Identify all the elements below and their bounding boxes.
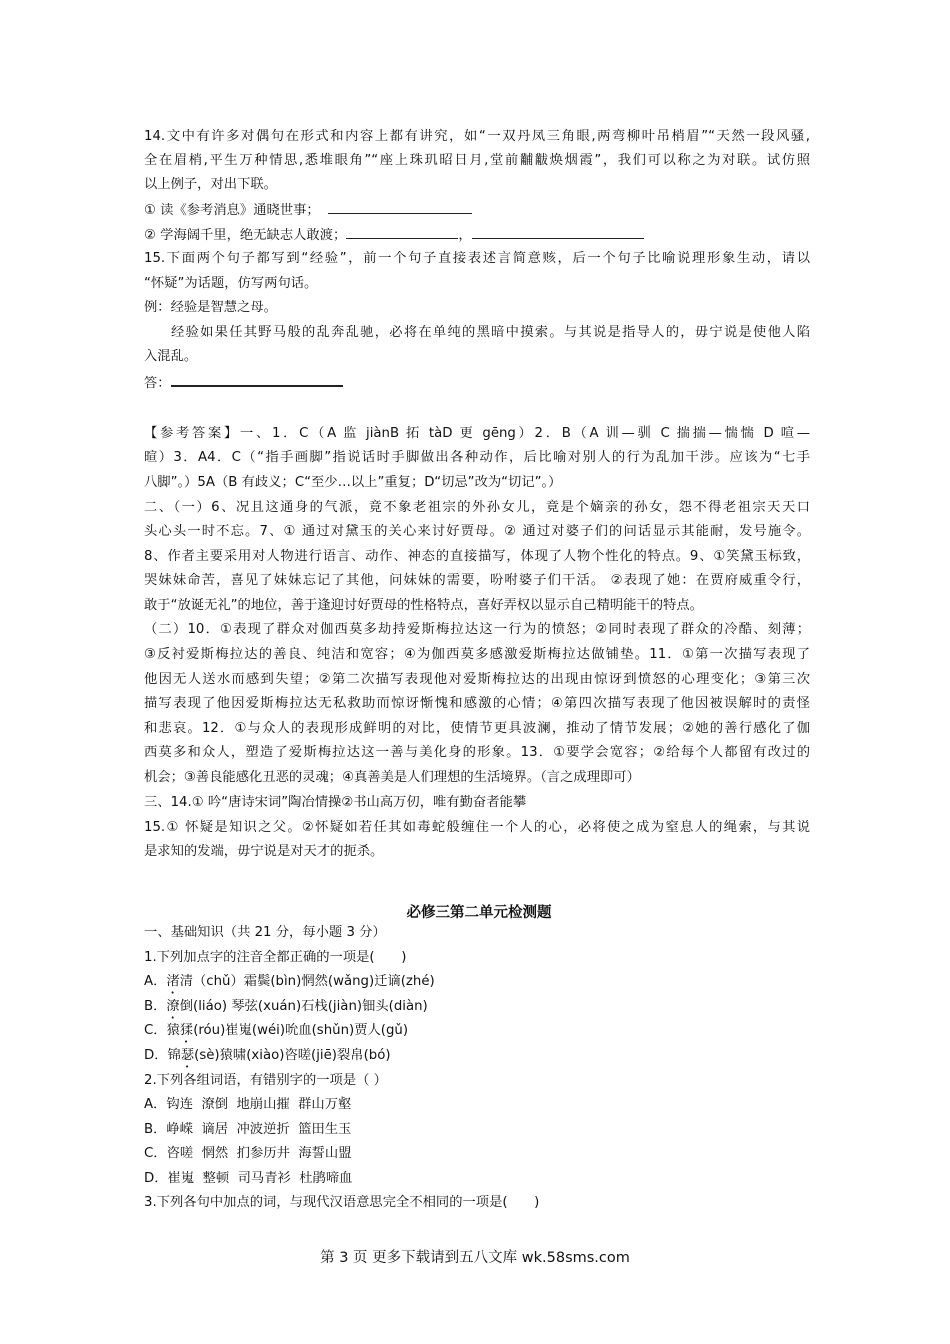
q14-answer-blank-2a[interactable] [346, 226, 458, 239]
q1-option-a-rest: 清（chǔ）霜鬓(bìn)惘然(wǎng)迁谪(zhé) [179, 974, 435, 989]
answer-line-17: 15.① 怀疑是知识之父。②怀疑如若任其如毒蛇般缠住一个人的心，必将使之成为窒息人的绳索，与其说 [144, 820, 810, 835]
q2-option-c[interactable]: C．咨嗟 惘然 扪参历井 海誓山盟 [144, 1146, 352, 1161]
q15-paragraph-1: 经验如果任其野马般的乱奔乱驰，必将在单纯的黑暗中摸索。与其说是指导人的，毋宁说是使他人陷 [171, 325, 810, 340]
q1-option-d[interactable] [144, 1047, 391, 1071]
q1-option-c-rest: (róu)崔嵬(wéi)吮血(shǔn)贾人(gǔ) [193, 1023, 409, 1038]
q14-item-1 [144, 201, 472, 220]
q14-line-1: 14.文中有许多对偶句在形式和内容上都有讲究，如“一双丹凤三角眼,两弯柳叶吊梢眉”“天然一段风骚, [144, 129, 810, 144]
q1-option-d-prefix: D．锦 [144, 1048, 181, 1063]
q15-paragraph-2: 入混乱。 [144, 349, 198, 364]
answer-line-2: 暄）3．A4．C（“指手画脚”指说话时手脚做出各种动作，后比喻对别人的行为乱加干涉。应该为“七手 [144, 450, 810, 465]
q2-option-a[interactable]: A．钩连 潦倒 地崩山摧 群山万壑 [144, 1097, 352, 1112]
q1-option-b[interactable] [144, 998, 428, 1022]
q15-answer-line [144, 373, 343, 393]
q14-item-1-text: ① 读《参考消息》通晓世事； [144, 203, 320, 218]
page-footer: 第 3 页 更多下载请到五八文库 wk.58sms.com [320, 1250, 630, 1266]
q1-option-a[interactable] [144, 973, 435, 997]
q14-item-2 [144, 226, 644, 245]
q14-comma: ， [458, 228, 472, 243]
answer-line-6: 8、作者主要采用对人物进行语言、动作、神态的直接描写，体现了人物个性化的特点。9、①笑黛玉标致， [144, 549, 810, 564]
q14-answer-blank-1[interactable] [328, 201, 472, 214]
q1-option-c-dotted-char: 猱 [179, 1023, 194, 1038]
answer-line-7: 哭妹妹命苦，喜见了妹妹忘记了其他，问妹妹的需要，吩咐婆子们干活。 ②表现了她：在贾府威重令行， [144, 573, 810, 588]
q14-answer-blank-2b[interactable] [472, 226, 644, 239]
answer-line-14: 西莫多和众人，塑造了爱斯梅拉达这一善与美化身的形象。13．①要学会宽容；②给每个人都留有改过的 [144, 745, 810, 760]
q14-item-2-text: ② 学海阔千里，绝无缺志人敢渡； [144, 228, 347, 243]
answer-line-10: ③反衬爱斯梅拉达的善良、纯洁和宽容；④为伽西莫多感激爱斯梅拉达做铺垫。11．①第一次描写表现了 [144, 647, 810, 662]
q1-option-a-prefix: A． [144, 974, 167, 989]
answer-line-4: 二、（一）6、况且这通身的气派，竟不象老祖宗的外孙女儿，竟是个嫡亲的孙女，怨不得老祖宗天天口 [144, 500, 810, 515]
q14-line-3: 以上例子，对出下联。 [144, 177, 277, 192]
q1-option-c-prefix: C．猿 [144, 1023, 180, 1038]
test-section-1: 一、基础知识（共 21 分，每小题 3 分） [144, 925, 386, 940]
answer-line-3: 八脚”。）5A（B 有歧义；C“至少…以上”重复；D“切忌”改为“切记”。） [144, 475, 562, 490]
question-1: 1.下列加点字的注音全都正确的一项是( ) [144, 950, 407, 965]
answer-line-8: 敢于“放诞无礼”的地位，善于逢迎讨好贾母的性格特点，喜好弄权以显示自己精明能干的特点。 [144, 598, 703, 613]
q15-line-1: 15.下面两个句子都写到“经验”，前一个句子直接表述言简意赅，后一个句子比喻说理形象生动，请以 [144, 251, 810, 266]
question-2: 2.下列各组词语，有错别字的一项是（ ） [144, 1073, 387, 1088]
q2-option-d[interactable]: D．崔嵬 整顿 司马青衫 杜鹃啼血 [144, 1171, 353, 1186]
q1-option-a-dotted-char: 渚 [166, 974, 180, 989]
answer-line-16: 三、14.① 吟“唐诗宋词”陶冶情操②书山高万仞，唯有勤奋者能攀 [144, 795, 527, 810]
answer-line-15: 机会；③善良能感化丑恶的灵魂；④真善美是人们理想的生活境界。（言之成理即可） [144, 770, 640, 785]
q2-option-b[interactable]: B．峥嵘 谪居 冲波逆折 篮田生玉 [144, 1122, 352, 1137]
q1-option-d-dotted-char: 瑟 [180, 1048, 195, 1063]
q14-line-2: 全在眉梢,平生万种情思,悉堆眼角”“座上珠玑昭日月,堂前黼黻焕烟霞”，我们可以称之为对联。试仿照 [144, 153, 810, 168]
q15-answer-blank[interactable] [171, 373, 343, 387]
answer-line-5: 头心头一时不忘。7、① 通过对黛玉的关心来讨好贾母。② 通过对婆子们的问话显示其能耐，发号施令。 [144, 524, 810, 539]
answer-line-11: 他因无人送水而感到失望；②第二次描写表现他对爱斯梅拉达的出现由惊讶到愤怒的心理变化；③第三次 [144, 672, 810, 687]
answer-line-13: 和悲哀。12．①与众人的表现形成鲜明的对比，使情节更具波澜，推动了情节发展；②她的善行感化了伽 [144, 721, 810, 736]
q1-option-d-rest: (sè)猿啸(xiào)咨嗟(jiē)裂帛(bó) [194, 1048, 391, 1063]
q1-option-b-prefix: B． [144, 999, 167, 1014]
answer-line-12: 描写表现了他因爱斯梅拉达无私救助而惊讶惭愧和感激的心情；④第四次描写表现了他因被误解时的责怪 [144, 696, 810, 711]
answer-line-1: 【参考答案】一、1．C（A 监 jiànB 拓 tàD 更 gēng）2．B（A 训—驯 C 揣揣—惴惴 D 喧— [144, 426, 810, 441]
test-title: 必修三第二单元检测题 [406, 905, 552, 921]
q15-example: 例：经验是智慧之母。 [144, 300, 277, 315]
answer-line-9: （二）10．①表现了群众对伽西莫多劫持爱斯梅拉达这一行为的愤怒；②同时表现了群众的冷酷、刻薄； [144, 622, 810, 637]
q1-option-c[interactable] [144, 1022, 408, 1046]
q1-option-b-rest: 倒(liáo) 琴弦(xuán)石栈(jiàn)钿头(diàn) [179, 999, 428, 1014]
q15-line-2: “怀疑”为话题，仿写两句话。 [144, 276, 318, 291]
question-3: 3.下列各句中加点的词，与现代汉语意思完全不相同的一项是( ) [144, 1195, 540, 1210]
q1-option-b-dotted-char: 潦 [166, 999, 180, 1014]
q15-answer-label: 答： [144, 376, 171, 391]
answer-line-18: 是求知的发端，毋宁说是对天才的扼杀。 [144, 844, 384, 859]
